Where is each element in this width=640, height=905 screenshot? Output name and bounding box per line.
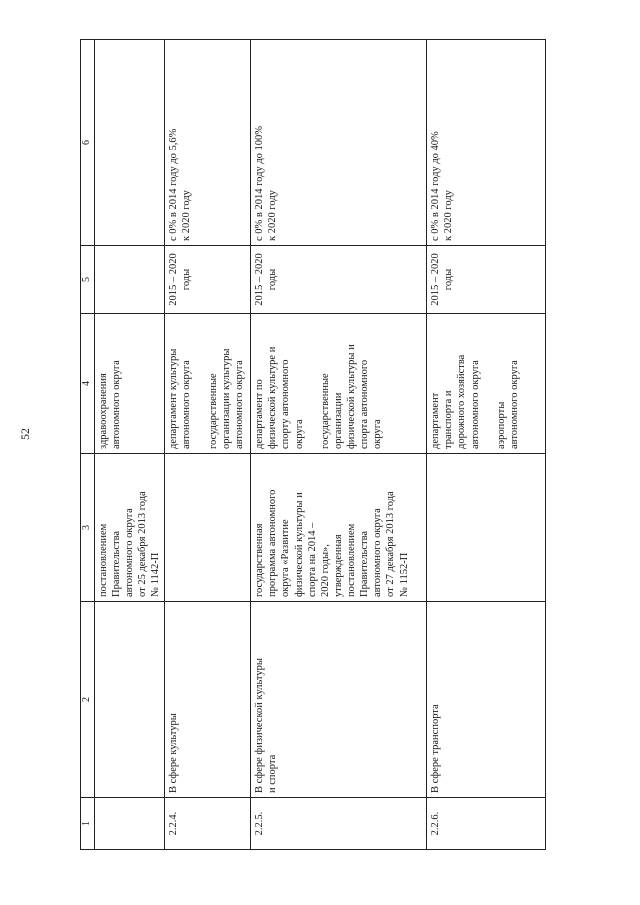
row-program — [165, 454, 251, 602]
header-cell: 6 — [81, 40, 95, 246]
header-cell: 4 — [81, 314, 95, 454]
row-period — [94, 246, 165, 314]
rotated-table-container — [80, 40, 546, 850]
row-indicator: с 0% в 2014 году до 5,6% к 2020 году — [165, 40, 251, 246]
row-sphere: В сфере физической культуры и спорта — [251, 602, 427, 798]
header-cell: 2 — [81, 602, 95, 798]
header-cell: 1 — [81, 798, 95, 850]
header-cell: 3 — [81, 454, 95, 602]
row-program — [427, 454, 546, 602]
row-period: 2015 – 2020 годы — [427, 246, 546, 314]
row-period: 2015 – 2020 годы — [165, 246, 251, 314]
row-number: 2.2.6. — [427, 798, 546, 850]
row-number — [94, 798, 165, 850]
table-row — [165, 40, 251, 850]
row-number: 2.2.5. — [251, 798, 427, 850]
row-sphere: В сфере культуры — [165, 602, 251, 798]
row-executor: здравоохранения автономного округа — [94, 314, 165, 454]
program-table — [80, 39, 546, 850]
page-number: 52 — [18, 428, 32, 440]
table-row — [94, 40, 165, 850]
row-indicator: с 0% в 2014 году до 40% к 2020 году — [427, 40, 546, 246]
row-sphere — [94, 602, 165, 798]
table-row — [427, 40, 546, 850]
row-executor: департамент транспорта и дорожного хозяйства автономного округа аэропорты автономного округа — [427, 314, 546, 454]
header-row — [81, 40, 95, 850]
row-number: 2.2.4. — [165, 798, 251, 850]
row-program: постановлением Правительства автономного округа от 25 декабря 2013 года № 1142-П — [94, 454, 165, 602]
table-row — [251, 40, 427, 850]
row-indicator — [94, 40, 165, 246]
row-period: 2015 – 2020 годы — [251, 246, 427, 314]
row-executor: департамент по физической культуре и спорту автономного округа государственные организации физической культуры и спорта автономного округа — [251, 314, 427, 454]
header-cell: 5 — [81, 246, 95, 314]
row-indicator: с 0% в 2014 году до 100% к 2020 году — [251, 40, 427, 246]
row-executor: департамент культуры автономного округа государственные организации культуры автономного округа — [165, 314, 251, 454]
row-sphere: В сфере транспорта — [427, 602, 546, 798]
row-program: государственная программа автономного округа «Развитие физической культуры и спорта на 2014 – 2020 годы», утвержденная постановлением Правительства автономного округа от 27 декабря 2013 года № 1152-П — [251, 454, 427, 602]
